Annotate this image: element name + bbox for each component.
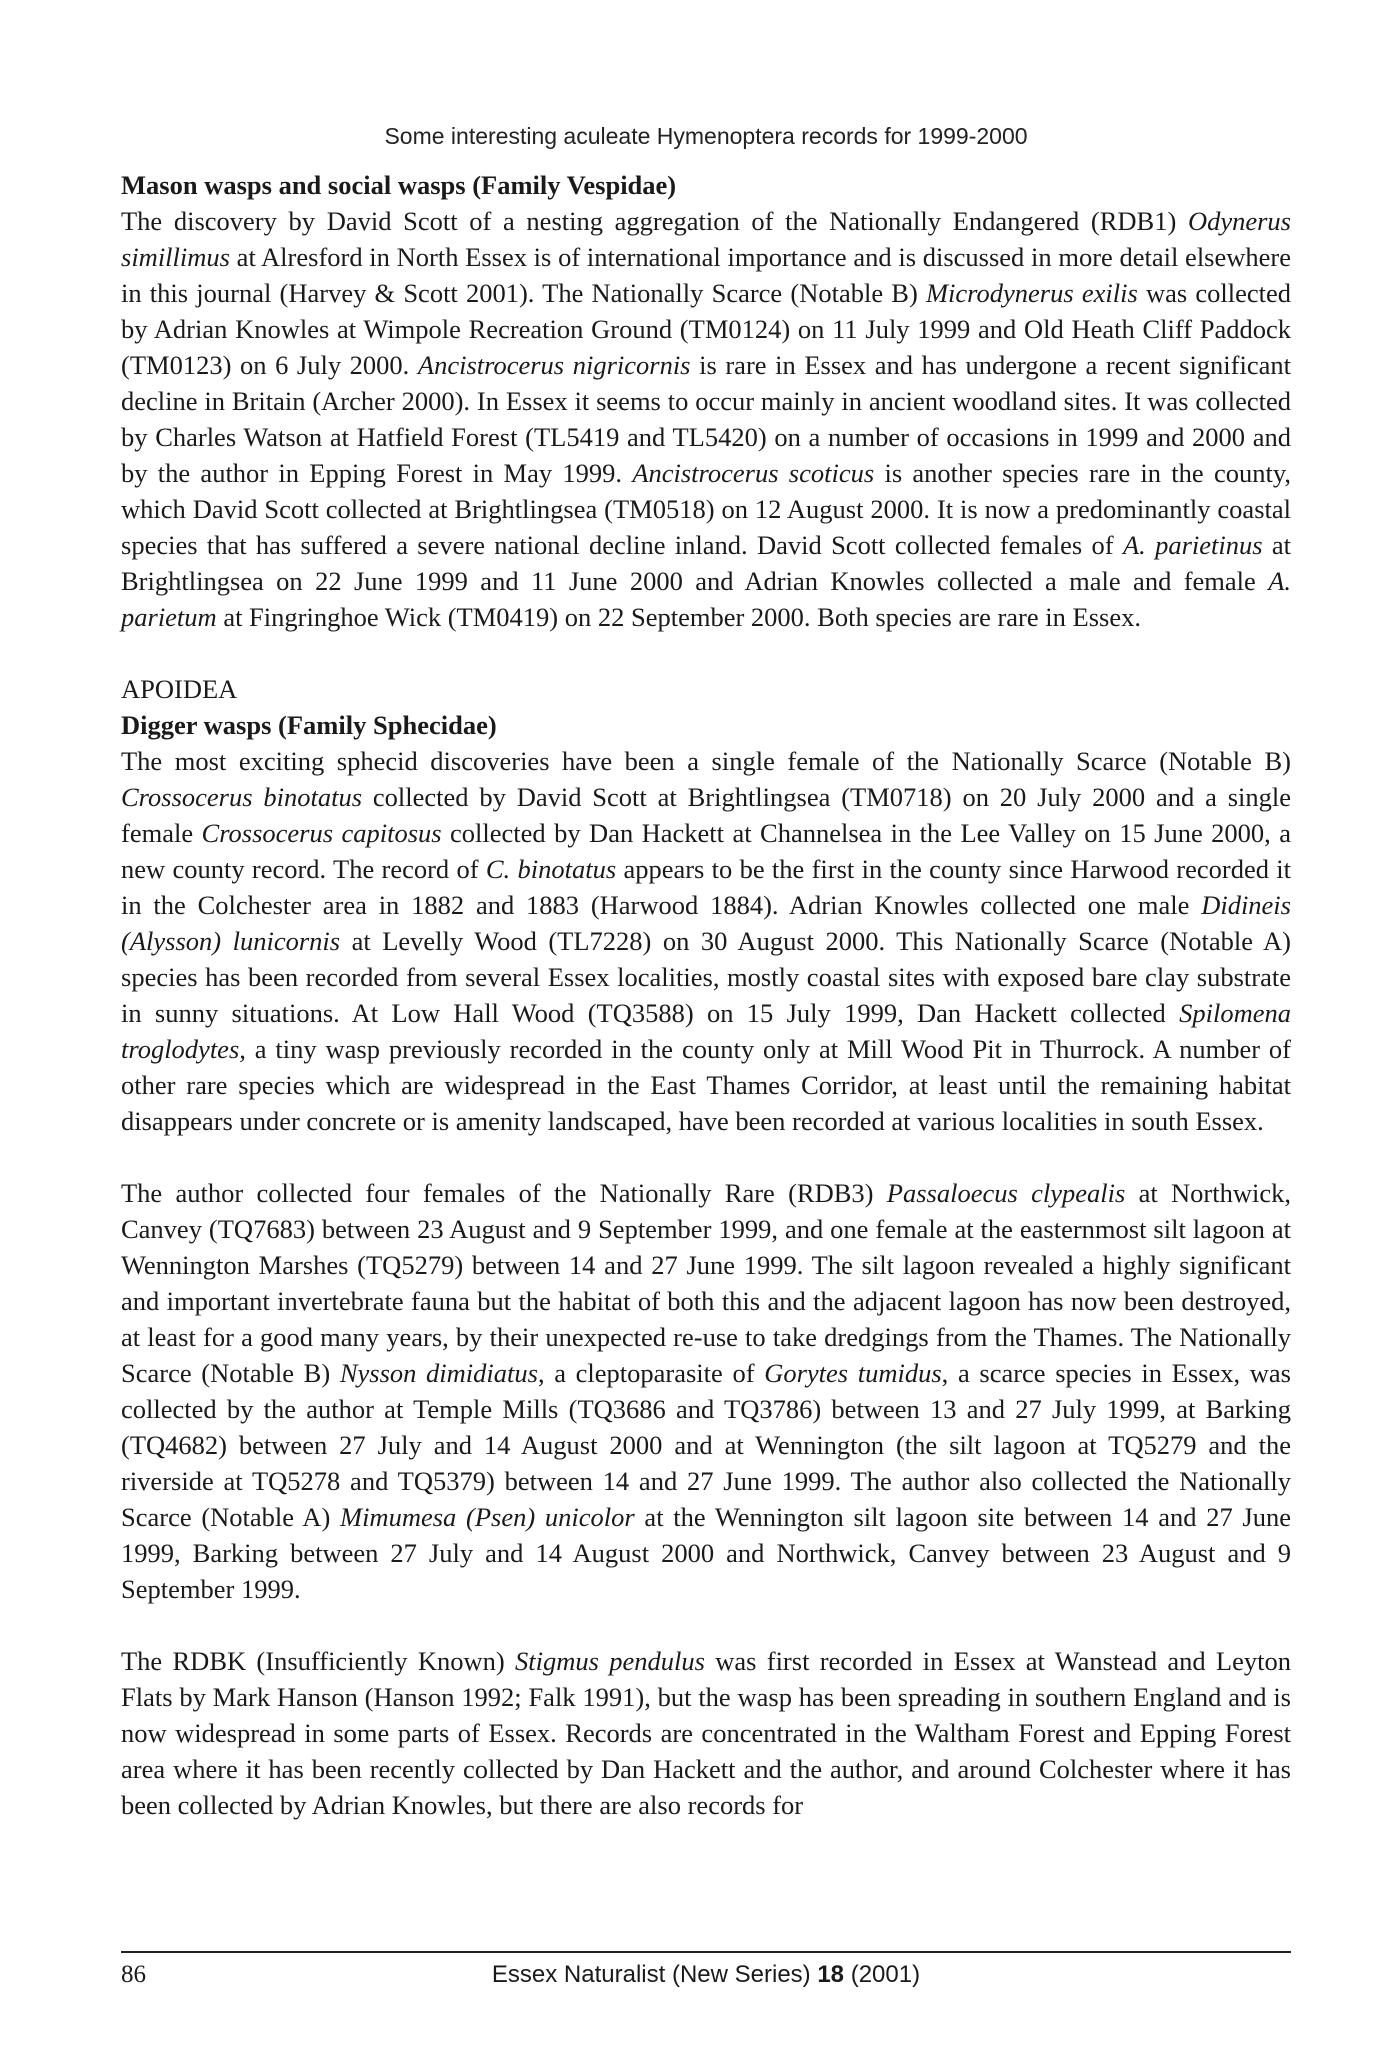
species-name: Stigmus pendulus (515, 1646, 705, 1676)
species-name: Nysson dimidiatus (339, 1358, 538, 1388)
species-name: Spilomena troglodytes, (121, 998, 1291, 1064)
species-name: Didineis (Alysson) lunicornis (121, 890, 1291, 956)
species-name: Ancistrocerus nigricornis (417, 350, 691, 380)
species-name: Passaloecus clypealis (886, 1178, 1126, 1208)
text-run: at the Wennington silt lagoon site between 14 and 27 June 1999, Barking between 27 July and 14 August 2000 and Northwick, Canvey between 23 August and 9 September 1999. (121, 1502, 1291, 1604)
running-head: Some interesting aculeate Hymenoptera records for 1999-2000 (384, 123, 1028, 149)
footer-rule (121, 1951, 1291, 1953)
text-run: The most exciting sphecid discoveries have been a single female of the Nationally Scarce (Notable B) (121, 746, 1291, 776)
species-name: Odynerus simillimus (121, 206, 1291, 272)
paragraph-gap (121, 1607, 1291, 1643)
text-run: The RDBK (Insufficiently Known) (121, 1646, 515, 1676)
text-run: was first recorded in Essex at Wanstead and Leyton Flats by Mark Hanson (Hanson 1992; Falk 1991), but the wasp has been spreading in southern England and is now widespread in some parts of Essex. Records are concentrated in the Waltham Forest and Epping Forest area where it has been recently collected by Dan Hackett and the author, and around Colchester where it has been collected by Adrian Knowles, but there are also records for (121, 1646, 1291, 1820)
species-name: C. binotatus (485, 854, 617, 884)
text-run: is rare in Essex and has undergone a recent significant decline in Britain (Archer 2000). In Essex it seems to occur mainly in ancient woodland sites. It was collected by Charles Watson at Hatfield Forest (TL5419 and TL5420) on a number of occasions in 1999 and 2000 and by the author in Epping Forest in May 1999. (121, 350, 1291, 488)
text-run: collected by Dan Hackett at Channelsea in the Lee Valley on 15 June 2000, a new county record. The record of (121, 818, 1291, 884)
paragraph-vespidae (121, 203, 1291, 635)
species-name: A. parietinus (1122, 530, 1263, 560)
species-name: Crossocerus binotatus (121, 782, 363, 812)
text-run: at Northwick, Canvey (TQ7683) between 23 August and 9 September 1999, and one female at the easternmost silt lagoon at Wennington Marshes (TQ5279) between 14 and 27 June 1999. The silt lagoon revealed a highly significant and important invertebrate fauna but the habitat of both this and the adjacent lagoon has now been destroyed, at least for a good many years, by their unexpected re-use to take dredgings from the Thames. The Nationally Scarce (Notable B) (121, 1178, 1291, 1388)
text-run: was collected by Adrian Knowles at Wimpole Recreation Ground (TM0124) on 11 July 1999 and Old Heath Cliff Paddock (TM0123) on 6 July 2000. (121, 278, 1291, 380)
document-page (121, 0, 1291, 2067)
article-body (121, 167, 1291, 1823)
species-name: Ancistrocerus scoticus (632, 458, 875, 488)
text-run: collected by David Scott at Brightlingsea (TM0718) on 20 July 2000 and a single female (121, 782, 1291, 848)
text-run: , a scarce species in Essex, was collected by the author at Temple Mills (TQ3686 and TQ3786) between 13 and 27 July 1999, at Barking (TQ4682) between 27 July and 14 August 2000 and at Wennington (the silt lagoon at TQ5279 and the riverside at TQ5278 and TQ5379) between 14 and 27 June 1999. The author also collected the Nationally Scarce (Notable A) (121, 1358, 1291, 1532)
section-heading-sphecidae: Digger wasps (Family Sphecidae) (121, 710, 497, 740)
paragraph-sphecidae-3 (121, 1643, 1291, 1823)
text-run: is another species rare in the county, which David Scott collected at Brightlingsea (TM0518) on 12 August 2000. It is now a predominantly coastal species that has suffered a severe national decline inland. David Scott collected females of (121, 458, 1291, 560)
species-name: Gorytes tumidus (764, 1358, 942, 1388)
text-run: appears to be the first in the county since Harwood recorded it in the Colchester area in 1882 and 1883 (Harwood 1884). Adrian Knowles collected one male (121, 854, 1291, 920)
text-run: at Brightlingsea on 22 June 1999 and 11 June 2000 and Adrian Knowles collected a male and female (121, 530, 1291, 596)
text-run: at Fingringhoe Wick (TM0419) on 22 September 2000. Both species are rare in Essex. (216, 602, 1141, 632)
journal-title: Essex Naturalist (New Series) (491, 1961, 818, 1988)
text-run: a tiny wasp previously recorded in the county only at Mill Wood Pit in Thurrock. A number of other rare species which are widespread in the East Thames Corridor, at least until the remaining habitat disappears under concrete or is amenity landscaped, have been recorded at various localities in south Essex. (121, 1034, 1291, 1136)
journal-volume: 18 (817, 1961, 845, 1988)
text-run: at Levelly Wood (TL7228) on 30 August 2000. This Nationally Scarce (Notable A) species has been recorded from several Essex localities, mostly coastal sites with exposed bare clay substrate in sunny situations. At Low Hall Wood (TQ3588) on 15 July 1999, Dan Hackett collected (121, 926, 1291, 1028)
superfamily-heading: APOIDEA (121, 674, 238, 704)
section-heading-vespidae: Mason wasps and social wasps (Family Vespidae) (121, 170, 677, 200)
text-run: The discovery by David Scott of a nesting aggregation of the Nationally Endangered (RDB1) (121, 206, 1188, 236)
paragraph-gap (121, 635, 1291, 671)
journal-year: (2001) (844, 1961, 921, 1988)
paragraph-gap (121, 1139, 1291, 1175)
species-name: Mimumesa (Psen) unicolor (340, 1502, 635, 1532)
species-name: Microdynerus exilis (925, 278, 1138, 308)
text-run: , a cleptoparasite of (537, 1358, 765, 1388)
paragraph-sphecidae-2 (121, 1175, 1291, 1607)
species-name: A. parietum (121, 566, 1291, 632)
text-run: at Alresford in North Essex is of international importance and is discussed in more detail elsewhere in this journal (Harvey & Scott 2001). The Nationally Scarce (Notable B) (121, 242, 1291, 308)
page-number: 86 (121, 1961, 146, 1988)
paragraph-sphecidae-1 (121, 743, 1291, 1139)
text-run: The author collected four females of the Nationally Rare (RDB3) (121, 1178, 887, 1208)
journal-citation (121, 1959, 1291, 1991)
species-name: Crossocerus capitosus (201, 818, 442, 848)
